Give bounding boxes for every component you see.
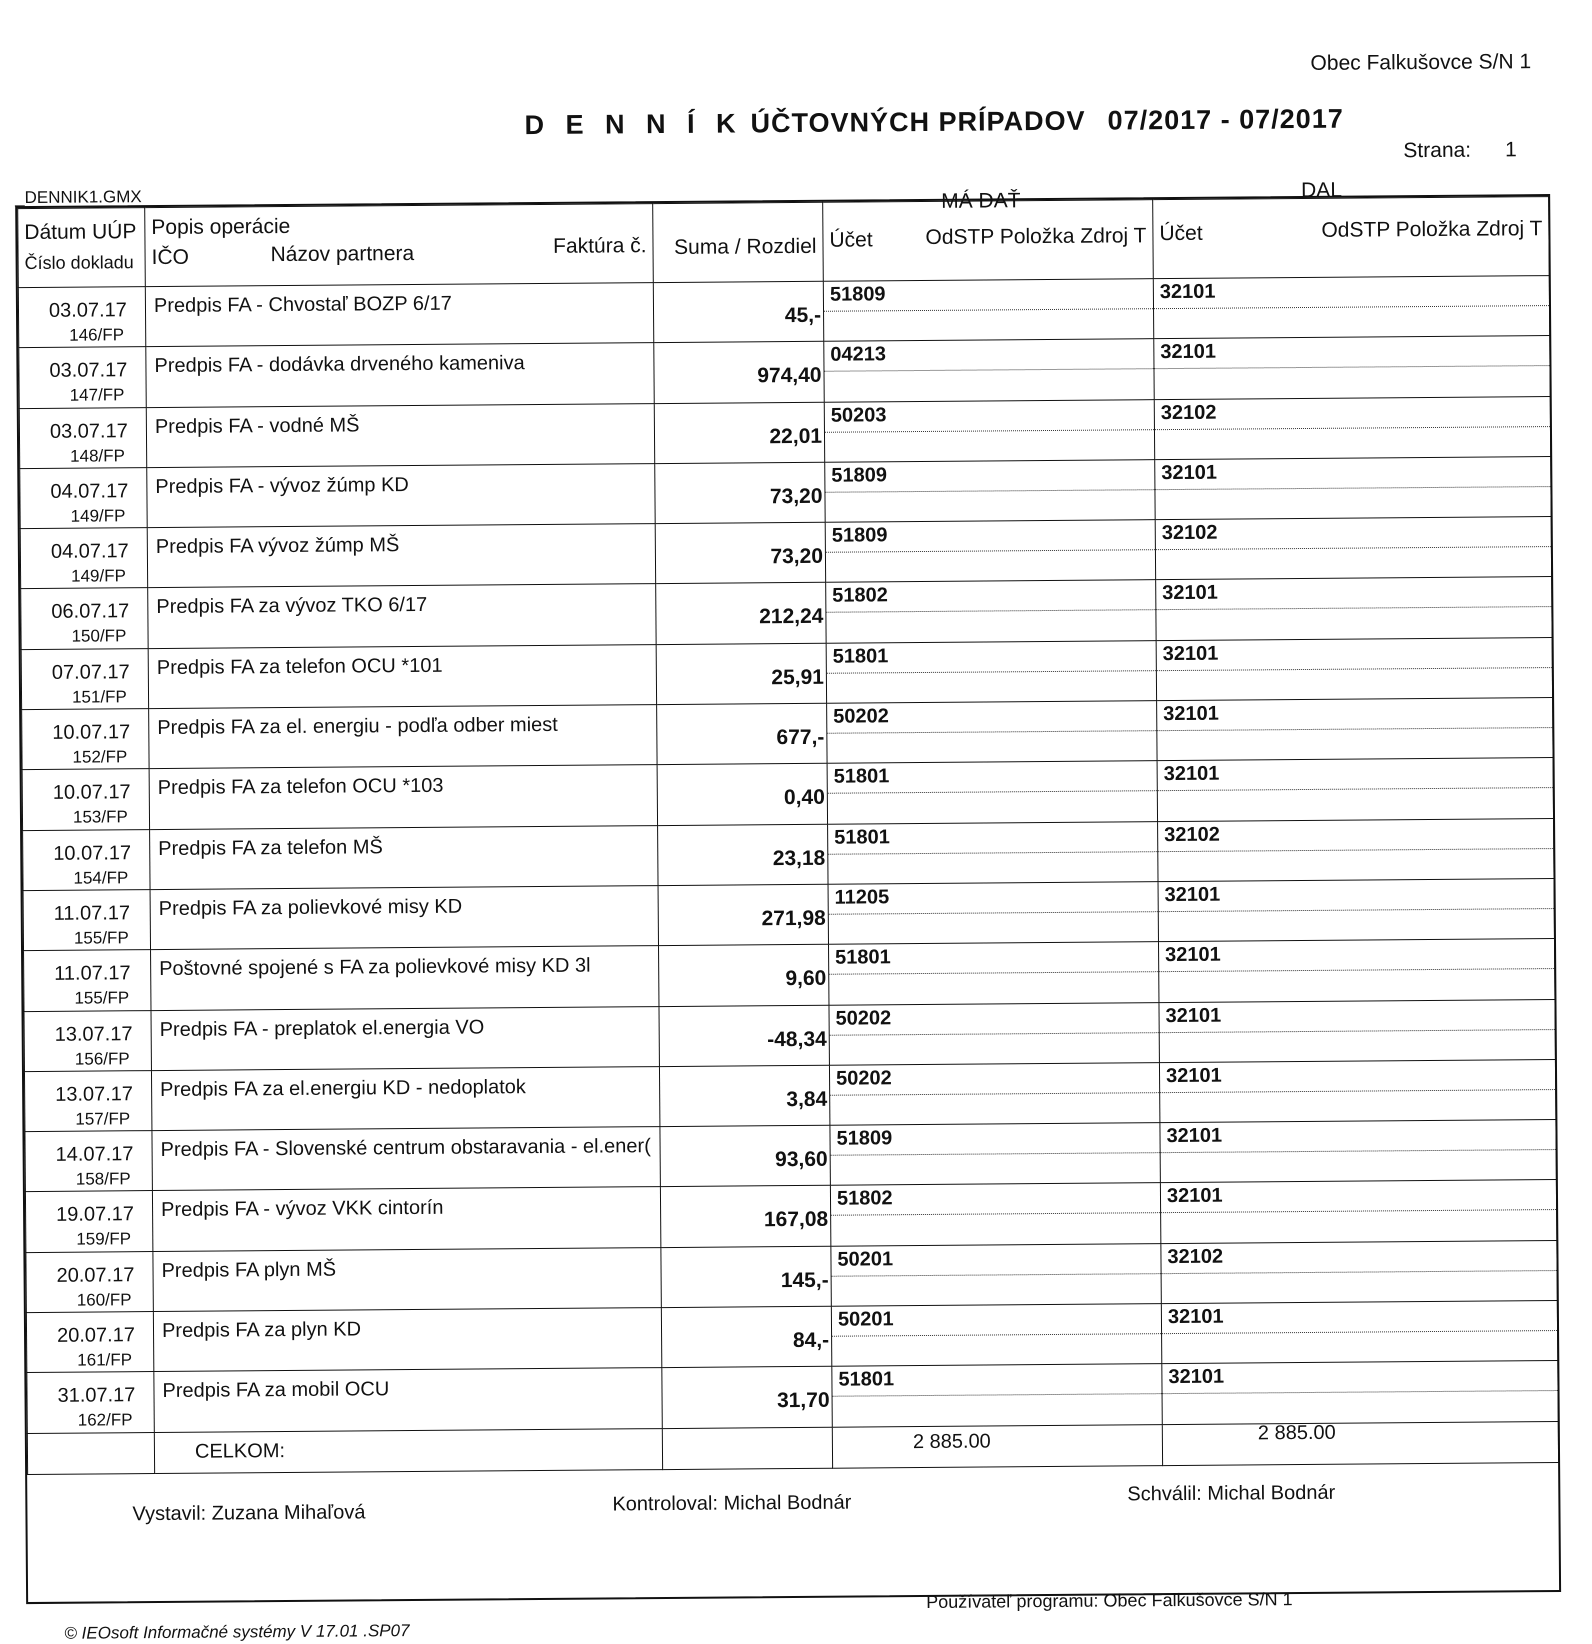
row-credit-dotted-line [1157,727,1552,731]
row-doc-number: 156/FP [74,1048,130,1069]
row-debit-cell [829,1002,1159,1065]
row-debit-account: 51801 [833,765,890,789]
row-amount-cell [654,342,824,404]
row-amount-cell [658,884,828,946]
row-description: Predpis FA za telefon OCU *103 [157,775,444,800]
row-description: Predpis FA za telefon MŠ [158,835,383,860]
row-credit-cell [1162,1361,1558,1424]
row-date-cell [27,1372,154,1433]
row-date-cell [21,648,148,709]
row-doc-number: 153/FP [72,807,128,828]
row-description: Predpis FA za vývoz TKO 6/17 [156,594,428,619]
row-amount-cell [659,1065,829,1127]
row-date: 20.07.17 [56,1263,135,1287]
row-description-cell [146,403,654,467]
row-debit-account: 51801 [835,946,891,969]
row-doc-number: 159/FP [76,1229,132,1250]
col-debit-account: Účet [829,228,873,252]
row-debit-dotted-line [833,1393,1162,1397]
row-description: Predpis FA - vývoz žúmp KD [155,473,409,498]
row-credit-cell [1158,818,1554,881]
row-amount: 145,- [780,1268,829,1292]
credit-total: 2 885.00 [1257,1421,1336,1445]
row-amount-cell [657,764,827,826]
row-credit-dotted-line [1154,365,1549,369]
row-description-cell [153,1247,661,1311]
row-doc-number: 158/FP [75,1169,131,1189]
issued-by: Vystavil: Zuzana Mihaľová [132,1501,366,1526]
row-doc-number: 149/FP [71,566,126,586]
checked-by: Kontroloval: Michal Bodnár [612,1491,852,1516]
row-date-cell [26,1312,153,1373]
row-credit-account: 32101 [1165,1064,1222,1087]
row-debit-account: 50202 [833,705,889,728]
row-debit-account: 51809 [836,1127,893,1150]
row-amount-cell [659,1005,829,1067]
row-debit-cell [827,761,1157,824]
row-date-cell [24,1010,151,1071]
row-debit-cell [831,1304,1161,1367]
row-debit-cell [831,1243,1161,1306]
row-date: 11.07.17 [54,962,131,986]
row-doc-number: 148/FP [70,445,126,466]
row-amount: 0,40 [783,786,825,810]
row-description: Predpis FA - vodné MŠ [154,414,360,438]
row-debit-dotted-line [829,911,1158,915]
row-date-cell [24,950,151,1011]
row-doc-number: 149/FP [70,506,126,526]
row-amount: 22,01 [769,424,823,448]
row-date: 03.07.17 [49,359,128,383]
row-debit-account: 50203 [830,403,887,427]
row-debit-cell [823,279,1153,342]
row-amount: 45,- [784,303,822,328]
row-credit-account: 32101 [1166,1124,1223,1148]
row-debit-account: 50201 [837,1248,894,1271]
row-date-cell [18,287,145,348]
row-debit-cell [824,399,1154,462]
row-amount-cell [656,583,826,645]
row-debit-account: 50202 [835,1067,892,1090]
row-date: 19.07.17 [56,1203,135,1227]
row-description-cell [150,886,658,950]
row-credit-cell [1155,456,1551,519]
row-description: Predpis FA plyn MŠ [161,1258,337,1282]
row-amount-cell [661,1306,831,1368]
title-main: ÚČTOVNÝCH PRÍPADOV [750,105,1086,139]
row-credit-cell [1160,1120,1556,1183]
row-debit-dotted-line [827,670,1156,674]
col-debit-group: MÁ DAŤ [941,189,1021,213]
row-doc-number: 151/FP [71,687,127,707]
row-credit-dotted-line [1159,968,1554,972]
row-debit-cell [829,942,1159,1005]
row-doc-number: 150/FP [71,626,127,647]
row-date: 10.07.17 [52,721,131,744]
row-credit-cell [1154,396,1550,459]
row-amount-cell [660,1125,830,1187]
program-user: Používateľ programu: Obec Falkušovce S/N 1 [926,1589,1293,1613]
row-description-cell [151,1066,659,1130]
row-amount-cell [659,945,829,1007]
row-debit-dotted-line [830,1032,1159,1036]
row-debit-dotted-line [824,308,1153,312]
row-credit-dotted-line [1158,787,1553,791]
row-credit-account: 32101 [1166,1185,1223,1208]
row-credit-dotted-line [1160,1029,1555,1033]
row-description: Predpis FA - Chvostaľ BOZP 6/17 [153,292,452,318]
row-description: Predpis FA - vývoz VKK cintorín [160,1197,444,1222]
row-credit-account: 32101 [1165,1004,1222,1027]
col-description: Popis operácie [151,214,291,240]
row-debit-dotted-line [828,851,1157,855]
row-doc-number: 161/FP [77,1350,133,1370]
row-date-cell [26,1251,153,1312]
row-description: Predpis FA vývoz žúmp MŠ [155,534,400,559]
row-description-cell [151,1006,659,1070]
row-description-cell [151,946,659,1010]
row-date: 31.07.17 [57,1384,136,1408]
row-description: Predpis FA za plyn KD [161,1318,362,1343]
row-debit-dotted-line [825,429,1154,433]
row-credit-account: 32102 [1160,401,1217,424]
organization-name: Obec Falkušovce S/N 1 [1310,50,1532,75]
row-date: 03.07.17 [49,419,128,443]
row-description-cell [149,765,657,829]
row-amount: 212,24 [759,605,824,629]
row-credit-cell [1154,336,1550,399]
row-description: Predpis FA za el. energiu - podľa odber miest [157,713,558,740]
row-date: 04.07.17 [50,540,129,564]
row-credit-account: 32101 [1161,461,1218,485]
row-debit-account: 51801 [834,825,890,849]
col-debit-analytic: OdSTP Položka Zdroj T [925,224,1147,249]
row-description-cell [154,1368,662,1432]
row-debit-cell [826,580,1156,643]
row-date-cell [20,528,147,589]
row-debit-account: 51802 [836,1187,893,1211]
row-debit-cell [825,460,1155,523]
row-credit-cell [1161,1301,1557,1364]
row-debit-dotted-line [830,1092,1159,1096]
row-amount: 84,- [792,1328,830,1353]
row-credit-dotted-line [1158,848,1553,852]
col-credit-account: Účet [1159,221,1203,246]
row-description: Predpis FA za telefon OCU *101 [156,654,443,679]
row-description: Predpis FA za mobil OCU [162,1378,390,1403]
row-amount-cell [655,522,825,584]
row-amount-cell [660,1186,830,1248]
row-debit-cell [830,1123,1160,1186]
row-credit-dotted-line [1155,426,1550,430]
col-doc-number: Číslo dokladu [24,252,134,274]
table-header [18,197,1550,288]
row-description-cell [145,283,653,347]
row-credit-cell [1156,637,1552,700]
title-prefix: D E N N Í K [524,108,743,141]
row-doc-number: 160/FP [76,1289,132,1310]
row-doc-number: 154/FP [73,867,129,888]
row-debit-cell [825,520,1155,583]
col-partner: Názov partnera [270,241,415,267]
row-credit-cell [1157,758,1553,821]
row-credit-account: 32101 [1163,702,1219,726]
row-date-cell [25,1131,152,1192]
row-debit-dotted-line [826,549,1155,553]
row-debit-dotted-line [824,368,1153,372]
col-ico: IČO [151,245,190,270]
col-invoice: Faktúra č. [553,234,647,258]
row-date-cell [22,769,149,830]
row-date: 13.07.17 [55,1083,134,1106]
row-credit-dotted-line [1156,607,1551,611]
row-description-cell [147,463,655,527]
row-credit-account: 32101 [1167,1305,1224,1329]
row-description: Predpis FA - preplatok el.energia VO [159,1016,485,1041]
row-credit-cell [1157,698,1553,761]
row-credit-dotted-line [1161,1149,1556,1153]
row-date: 13.07.17 [54,1022,133,1046]
col-credit-group: DAL [1301,178,1343,203]
debit-total: 2 885.00 [912,1430,991,1453]
row-description-cell [152,1127,660,1191]
row-amount-cell [653,281,823,343]
row-debit-account: 50201 [837,1308,894,1331]
row-description-cell [149,705,657,769]
journal-table [17,178,1559,1475]
col-amount: Suma / Rozdiel [674,234,817,259]
title-period: 07/2017 - 07/2017 [1107,103,1344,136]
page-number: 1 [1505,138,1517,162]
row-date: 04.07.17 [50,480,129,503]
software-credit: © IEOsoft Informačné systémy V 17.01 .SP07 [64,1621,410,1643]
row-credit-cell [1159,999,1555,1062]
row-date-cell [21,588,148,649]
row-credit-cell [1161,1240,1557,1303]
row-doc-number: 162/FP [77,1410,133,1431]
row-debit-dotted-line [826,610,1155,614]
row-amount: 25,91 [771,665,824,689]
row-amount: 677,- [776,725,825,750]
row-credit-cell [1158,879,1554,942]
row-date-cell [19,347,146,408]
row-credit-account: 32101 [1162,642,1219,665]
row-amount-cell [661,1246,831,1308]
row-credit-account: 32101 [1164,883,1221,907]
row-description-cell [150,825,658,889]
row-debit-dotted-line [831,1152,1160,1156]
row-credit-dotted-line [1155,486,1550,490]
row-amount: 73,20 [770,544,824,569]
row-debit-account: 51809 [831,524,888,547]
row-date-cell [23,829,150,890]
row-amount-cell [657,703,827,765]
row-amount-cell [662,1367,832,1429]
row-debit-account: 51801 [832,645,889,668]
row-amount: 93,60 [775,1147,828,1172]
row-amount: -48,34 [767,1027,827,1051]
row-credit-cell [1153,276,1549,339]
row-credit-account: 32101 [1163,763,1220,786]
row-debit-account: 50202 [835,1006,892,1030]
row-date: 10.07.17 [52,781,131,805]
row-description: Predpis FA - Slovenské centrum obstaravania - el.ener( [160,1135,651,1162]
col-date: Dátum UÚP [24,220,137,245]
row-credit-account: 32102 [1167,1245,1224,1268]
row-debit-account: 51801 [838,1368,895,1392]
row-credit-cell [1158,939,1554,1002]
row-amount: 167,08 [763,1208,829,1232]
row-description-cell [147,524,655,588]
row-debit-dotted-line [828,791,1157,795]
row-debit-account: 51809 [829,283,886,306]
row-description-cell [148,644,656,708]
row-description: Poštovné spojené s FA za polievkové misy KD 3l [159,954,591,981]
row-date-cell [20,467,147,528]
row-doc-number: 155/FP [74,988,130,1008]
row-credit-dotted-line [1154,305,1549,309]
journal-rows [18,276,1558,1434]
row-credit-cell [1160,1180,1556,1243]
row-date: 14.07.17 [55,1143,134,1166]
row-credit-dotted-line [1156,546,1551,550]
row-debit-account: 11205 [834,886,890,909]
row-date: 06.07.17 [51,600,130,624]
row-date-cell [25,1191,152,1252]
row-debit-dotted-line [831,1213,1160,1217]
row-date: 20.07.17 [56,1324,135,1347]
file-name: _DENNIK1.GMX [15,187,142,208]
row-amount: 23,18 [772,846,826,870]
row-date-cell [23,890,150,951]
row-date: 11.07.17 [53,902,131,925]
totals-label: CELKOM: [194,1439,286,1463]
row-doc-number: 155/FP [73,928,129,948]
row-description-cell [152,1187,660,1251]
row-credit-dotted-line [1160,1089,1555,1093]
row-credit-dotted-line [1159,908,1554,912]
row-credit-dotted-line [1161,1209,1556,1213]
row-date: 10.07.17 [53,841,132,865]
row-debit-cell [827,701,1157,764]
row-debit-cell [832,1364,1162,1427]
row-amount-cell [655,462,825,524]
row-date: 03.07.17 [48,299,127,322]
row-credit-account: 32102 [1161,521,1218,545]
row-amount: 73,20 [769,484,823,509]
row-credit-account: 32102 [1164,823,1220,846]
approved-by: Schválil: Michal Bodnár [1127,1481,1336,1506]
row-debit-dotted-line [825,489,1154,493]
row-debit-account: 51809 [831,464,888,487]
row-doc-number: 157/FP [75,1109,131,1129]
document-title [524,104,1343,141]
row-credit-cell [1159,1059,1555,1122]
row-amount-cell [654,402,824,464]
row-credit-account: 32101 [1159,280,1216,304]
row-debit-cell [828,882,1158,945]
row-date-cell [22,709,149,770]
row-credit-dotted-line [1163,1390,1558,1394]
row-description-cell [146,343,654,407]
row-description-cell [148,584,656,648]
row-debit-dotted-line [832,1273,1161,1277]
row-credit-dotted-line [1157,667,1552,671]
row-amount: 974,40 [757,364,822,388]
row-amount-cell [658,824,828,886]
row-amount-cell [656,643,826,705]
row-doc-number: 146/FP [69,325,125,345]
row-credit-account: 32101 [1165,943,1221,967]
row-description: Predpis FA - dodávka drveného kameniva [154,352,525,378]
row-credit-account: 32101 [1168,1365,1225,1389]
row-debit-cell [829,1063,1159,1126]
row-date-cell [24,1070,151,1131]
row-amount: 9,60 [785,967,827,991]
row-debit-dotted-line [829,971,1158,975]
row-credit-cell [1155,517,1551,580]
row-debit-dotted-line [832,1333,1161,1337]
row-debit-account: 04213 [830,343,887,367]
row-description: Predpis FA za el.energiu KD - nedoplatok [160,1075,526,1101]
row-credit-account: 32101 [1162,582,1218,605]
row-description-cell [153,1308,661,1372]
row-doc-number: 147/FP [69,385,125,405]
row-debit-cell [830,1183,1160,1246]
page-label: Strana: [1403,138,1472,163]
page-indicator [1403,138,1517,163]
row-amount: 3,84 [786,1087,828,1111]
row-debit-account: 51802 [832,584,888,608]
row-credit-cell [1156,577,1552,640]
row-debit-cell [828,821,1158,884]
row-date-cell [19,407,146,468]
row-amount: 31,70 [776,1389,830,1413]
row-credit-dotted-line [1162,1330,1557,1334]
row-debit-cell [824,339,1154,402]
row-doc-number: 152/FP [72,747,128,767]
row-credit-dotted-line [1162,1270,1557,1274]
row-date: 07.07.17 [51,661,130,684]
journal-sheet [15,178,1561,1604]
col-credit-analytic: OdSTP Položka Zdroj T [1321,217,1543,242]
row-debit-dotted-line [827,730,1156,734]
row-description: Predpis FA za polievkové misy KD [158,895,463,920]
row-debit-cell [826,640,1156,703]
row-amount: 271,98 [761,906,826,931]
row-credit-account: 32101 [1160,340,1217,364]
